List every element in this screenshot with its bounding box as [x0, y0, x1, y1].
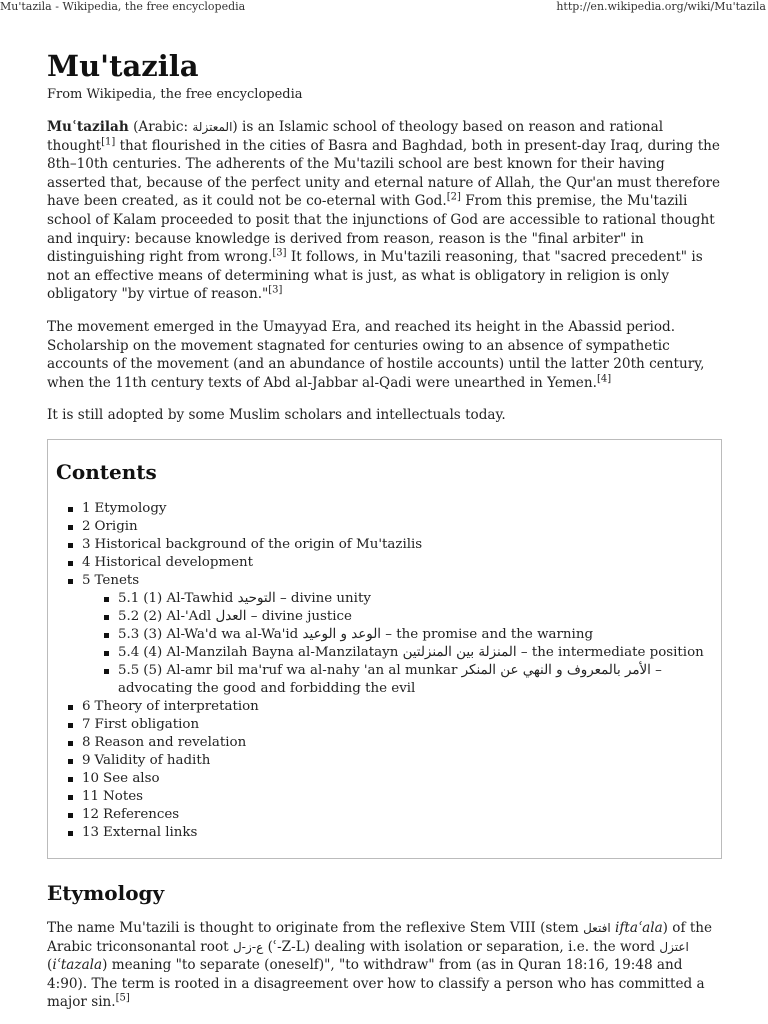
toc-item[interactable]: 8 Reason and revelation [82, 734, 713, 752]
toc-sublist [82, 590, 713, 698]
ref-link[interactable]: [3] [272, 247, 287, 259]
ref-link[interactable]: [4] [596, 373, 612, 385]
ref-link[interactable]: [3] [268, 284, 283, 296]
etymology-paragraph: The name Mu'tazili is thought to originate from the reflexive Stem VIII (stem افتعل iftaʿala) of the Arabic triconsonantal root ع-ز-ل (ʿ-Z-L) dealing with isolation or separation, i.e. the word اعتزل (iʿtazala) meaning "to separate (oneself)", "to withdraw" from (as in Quran 18:16, 19:48 and 4:90). The term is rooted in a disagreement over how to classify a person who has committed a major sin.[5] [47, 919, 713, 1011]
toc-item[interactable]: 4 Historical development [82, 554, 713, 572]
print-page-title: Mu'tazila - Wikipedia, the free encyclopedia [0, 0, 246, 13]
toc-subitem[interactable]: 5.3 (3) Al-Wa'd wa al-Wa'id الوعد و الوعيد – the promise and the warning [118, 626, 713, 644]
toc-subitem[interactable]: 5.2 (2) Al-'Adl العدل – divine justice [118, 608, 713, 626]
print-header [0, 0, 768, 14]
article-content [47, 46, 722, 1012]
ref-link[interactable]: [5] [115, 992, 130, 1004]
toc-item[interactable]: 2 Origin [82, 518, 713, 536]
page-title: Mu'tazila [47, 49, 199, 83]
ref-link[interactable]: [2] [446, 191, 461, 203]
toc-item[interactable]: 9 Validity of hadith [82, 752, 713, 770]
adoption-paragraph: It is still adopted by some Muslim scholars and intellectuals today. [47, 407, 506, 424]
table-of-contents [47, 439, 722, 859]
toc-item[interactable]: 5 Tenets 5.1 (1) Al-Tawhid التوحيد – divine unity 5.2 (2) Al-'Adl العدل – divine justice 5.3 (3) Al-Wa'd wa al-Wa'id الوعد و الوعيد – the promise and the warning 5.4 (4) Al-Manzilah Bayna al-Manzilatayn المنزلة بين المنزلتين – the intermediate position 5.5 (5) Al-amr bil ma'ruf wa al-nahy 'an al munkar الأمر بالمعروف و النهي عن المنكر – advocating the good and forbidding the evil [82, 572, 713, 698]
toc-subitem[interactable]: 5.1 (1) Al-Tawhid التوحيد – divine unity [118, 590, 713, 608]
toc-subitem[interactable]: 5.4 (4) Al-Manzilah Bayna al-Manzilatayn المنزلة بين المنزلتين – the intermediate position [118, 644, 713, 662]
arabic-name: المعتزلة [192, 120, 233, 134]
toc-item[interactable]: 12 References [82, 806, 713, 824]
toc-item[interactable]: 11 Notes [82, 788, 713, 806]
toc-item[interactable]: 13 External links [82, 824, 713, 842]
toc-item[interactable]: 10 See also [82, 770, 713, 788]
toc-item[interactable]: 7 First obligation [82, 716, 713, 734]
section-heading-etymology: Etymology [47, 880, 165, 905]
toc-item[interactable]: 6 Theory of interpretation [82, 698, 713, 716]
toc-title: Contents [56, 459, 157, 484]
print-url: http://en.wikipedia.org/wiki/Mu'tazila [556, 0, 766, 13]
toc-subitem[interactable]: 5.5 (5) Al-amr bil ma'ruf wa al-nahy 'an al munkar الأمر بالمعروف و النهي عن المنكر – advocating the good and forbidding the evil [118, 662, 713, 698]
lead-paragraph: Muʿtazilah (Arabic: المعتزلة) is an Islamic school of theology based on reason and rational thought[1] that flourished in the cities of Basra and Baghdad, both in present-day Iraq, during the 8th–10th centuries. The adherents of the Mu'tazili school are best known for their having asserted that, because of the perfect unity and eternal nature of Allah, the Qur'an must therefore have been created, as it could not be co-eternal with God.[2] From this premise, the Mu'tazili school of Kalam proceeded to posit that the injunctions of God are accessible to rational thought and inquiry: because knowledge is derived from reason, reason is the "final arbiter" in distinguishing right from wrong.[3] It follows, in Mu'tazili reasoning, that "sacred precedent" is not an effective means of determining what is just, as what is obligatory in religion is only obligatory "by virtue of reason."[3] [47, 119, 721, 303]
toc-item[interactable]: 3 Historical background of the origin of Mu'tazilis [82, 536, 713, 554]
toc-item[interactable]: 1 Etymology [82, 500, 713, 518]
toc-list [56, 500, 713, 842]
history-paragraph: The movement emerged in the Umayyad Era, and reached its height in the Abassid period. Scholarship on the movement stagnated for centuries owing to an absence of sympathetic accounts of the movement (and an abundance of hostile accounts) until the latter 20th century, when the 11th century texts of Abd al-Jabbar al-Qadi were unearthed in Yemen.[4] [47, 318, 705, 391]
ref-link[interactable]: [1] [101, 136, 116, 148]
tagline: From Wikipedia, the free encyclopedia [47, 87, 303, 102]
lead-term: Muʿtazilah [47, 119, 129, 135]
